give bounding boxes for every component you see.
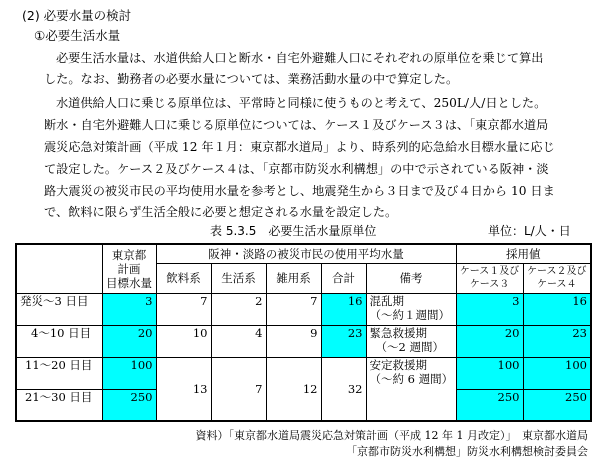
table-row — [16, 293, 591, 325]
header-adopted-group: 採用値 — [456, 244, 591, 263]
paragraph-line: て設定した。ケース２及びケース４は、「京都市防災水利構想」の中で示されている阪神・淡 — [44, 162, 549, 176]
cell-misc: 12 — [266, 357, 321, 421]
cell-note — [366, 357, 456, 421]
cell-tokyo: 3 — [102, 293, 156, 325]
cell-tokyo: 250 — [102, 389, 156, 421]
cell-total: 23 — [321, 325, 366, 357]
cell-tokyo: 20 — [102, 325, 156, 357]
section-heading: (2) 必要水量の検討 — [22, 8, 132, 23]
cell-case13: 250 — [456, 389, 523, 421]
paragraph-line: 震災応急対策計画（平成 12 年１月：東京都水道局」より、時系列的応急給水目標水量に応じ — [44, 140, 555, 154]
cell-period: 21～30 日目 — [16, 389, 102, 421]
source-line: 「京都市防災水利構想」防災水利構想検討委員会 — [346, 445, 588, 458]
header-blank — [16, 244, 102, 293]
cell-living: 2 — [211, 293, 266, 325]
header-tokyo — [102, 244, 156, 293]
source-line: 資料）「東京都水道局震災応急対策計画（平成 12 年 1 月改定）」 東京都水道局 — [195, 429, 588, 442]
cell-case24: 16 — [523, 293, 591, 325]
note-line: 混乱期 — [369, 293, 404, 308]
header-notes: 備考 — [366, 263, 456, 293]
paragraph-line: した。なお、勤務者の必要水量については、業務活動水量の中で算定した。 — [44, 72, 459, 86]
header-case13 — [456, 263, 523, 293]
header-case24-line: ケース４ — [537, 279, 577, 290]
header-case24 — [523, 263, 591, 293]
header-misc: 雑用系 — [266, 263, 321, 293]
cell-note — [366, 325, 456, 357]
cell-misc: 7 — [266, 293, 321, 325]
cell-case24: 100 — [523, 357, 591, 389]
note-line: （～約 6 週間） — [369, 371, 454, 386]
header-tokyo-line: 東京都 — [111, 247, 147, 262]
header-tokyo-line: 目標水量 — [106, 275, 152, 290]
cell-case24: 250 — [523, 389, 591, 421]
header-case24-line: ケース２及び — [527, 266, 587, 277]
note-line: （～2 週間） — [375, 339, 444, 354]
paragraph-line: で、飲料に限らず生活全般に必要と想定される水量を設定した。 — [44, 205, 398, 219]
cell-drinking: 10 — [156, 325, 211, 357]
cell-period: 11～20 日目 — [16, 357, 102, 389]
header-case13-line: ケース３ — [469, 279, 510, 290]
paragraph-line: 断水・自宅外避難人口に乗じる原単位については、ケース１及びケース３は、「東京都水道局 — [44, 118, 549, 132]
header-drinking: 飲料系 — [156, 263, 211, 293]
cell-tokyo: 100 — [102, 357, 156, 389]
cell-period: 4～10 日目 — [16, 325, 102, 357]
cell-case24: 23 — [523, 325, 591, 357]
cell-total: 32 — [321, 357, 366, 421]
cell-note — [366, 293, 456, 325]
table-caption: 表 5.3.5 必要生活水量原単位 — [210, 224, 377, 238]
cell-misc: 9 — [266, 325, 321, 357]
table-row — [16, 325, 591, 357]
header-tokyo-line: 計画 — [117, 261, 141, 276]
header-living: 生活系 — [211, 263, 266, 293]
header-total: 合計 — [321, 263, 366, 293]
cell-period: 発災～3 日目 — [16, 293, 102, 325]
cell-total: 16 — [321, 293, 366, 325]
cell-drinking: 7 — [156, 293, 211, 325]
subsection-heading: ①必要生活水量 — [34, 28, 121, 43]
cell-case13: 100 — [456, 357, 523, 389]
note-line: 緊急救援期 — [369, 325, 427, 340]
note-line: （～約１週間） — [369, 307, 450, 322]
table-unit: 単位：L/人・日 — [488, 224, 571, 238]
cell-case13: 3 — [456, 293, 523, 325]
note-line: 安定救援期 — [369, 357, 427, 372]
paragraph-line: 水道供給人口に乗じる原単位は、平常時と同様に使うものと考えて、250L/人/日とした。 — [56, 96, 547, 110]
table-row — [16, 357, 591, 389]
cell-living: 7 — [211, 357, 266, 421]
cell-living: 4 — [211, 325, 266, 357]
paragraph-line: 必要生活水量は、水道供給人口と断水・自宅外避難人口にそれぞれの原単位を乗じて算出 — [56, 51, 544, 65]
water-unit-table — [15, 243, 592, 422]
paragraph-line: 路大震災の被災市民の平均使用水量を参考とし、地震発生から３日まで及び４日から 10 日ま — [44, 184, 555, 198]
header-case13-line: ケース１及び — [459, 266, 520, 277]
header-hanshin-group: 阪神・淡路の被災市民の使用平均水量 — [156, 244, 456, 263]
cell-case13: 20 — [456, 325, 523, 357]
cell-drinking: 13 — [156, 357, 211, 421]
